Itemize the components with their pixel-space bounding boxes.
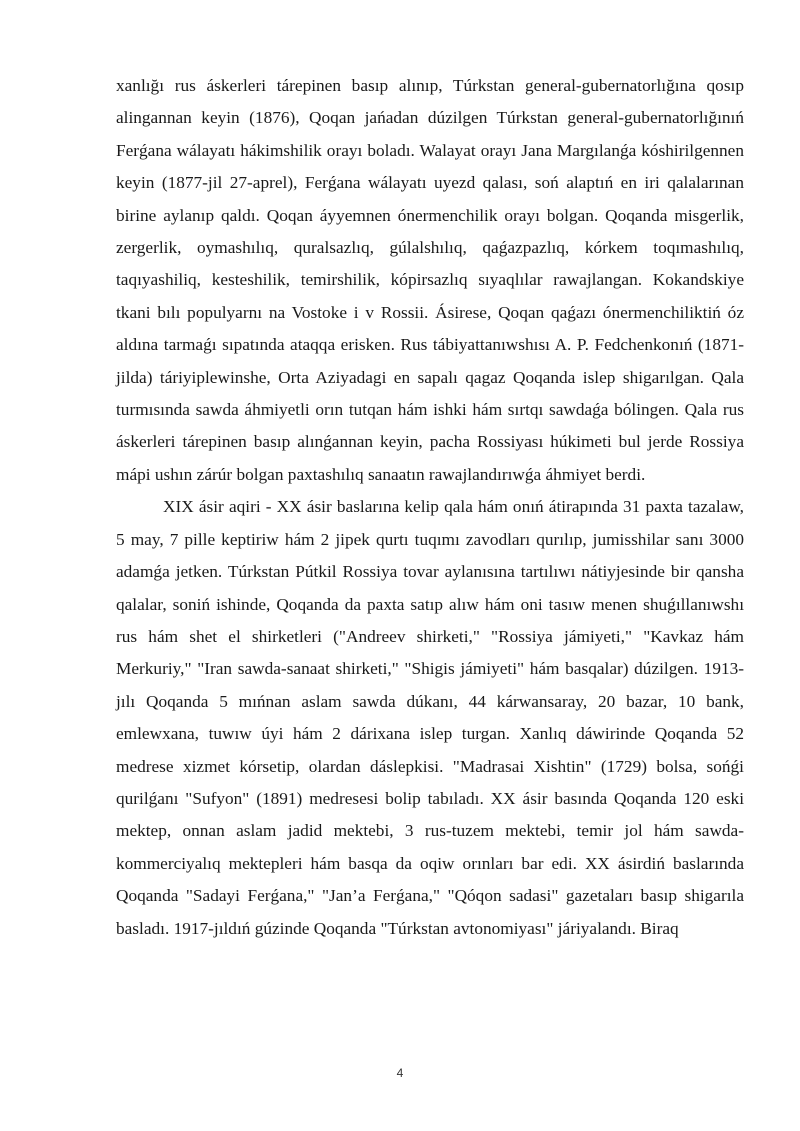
paragraph-continued: xanlığı rus áskerleri tárepinen basıp alınıp, Túrkstan general-gubernatorlığına qosıp alingannan keyin (1876), Qoqan jańadan dúzilgen Túrkstan general-gubernatorlığınıń Ferǵana wálayatı hákimshilik orayı boladı. Walayat orayı Jana Margılanǵa kóshirilgennen keyin (1877-jil 27-aprel), Ferǵana wálayatı uyezd qalası, soń alaptıń en iri qalalarınan birine aylanıp qaldı. Qoqan áyyemnen ónermenchilik orayı bolgan. Qoqanda misgerlik, zergerlik, oymashılıq, quralsazlıq, gúlalshılıq, qaǵazpazlıq, kórkem toqımashılıq, taqıyashiliq, kesteshilik, temirshilik, kópirsazlıq sıyaqlılar rawajlangan. Kokandskiye tkani bılı populyarnı na Vostoke i v Rossii. Ásirese, Qoqan qaǵazı ónermenchiliktiń óz aldına tarmaǵı sıpatında ataqqa erisken. Rus tábiyattanıwshısı A. P. Fedchenkonıń (1871-jilda) táriyiplewinshe, Orta Aziyadagi en sapalı qagaz Qoqanda islep shigarılgan. Qala turmısında sawda áhmiyetli orın tutqan hám ishki hám sırtqı sawdaǵa bólingen. Qala rus áskerleri tárepinen basıp alınǵannan keyin, pacha Rossiyası húkimeti bul jerde Rossiya mápi ushın zárúr bolgan paxtashılıq sanaatın rawajlandırıwǵa áhmiyet berdi. (116, 76, 744, 484)
paragraph: XIX ásir aqiri - XX ásir baslarına kelip qala hám onıń átirapında 31 paxta tazalaw, 5 may, 7 pille keptiriw hám 2 jipek qurtı tuqımı zavodları qurılıp, jumisshilar sanı 3000 adamǵa jetken. Túrkstan Pútkil Rossiya tovar aylanısına tartılıwı nátiyjesinde bir qansha qalalar, soniń ishinde, Qoqanda da paxta satıp alıw hám oni tasıw menen shuǵıllanıwshı rus hám shet el shirketleri ("Andreev shirketi," "Rossiya jámiyeti," "Kavkaz hám Merkuriy," "Iran sawda-sanaat shirketi," "Shigis jámiyeti" hám basqalar) dúzilgen. 1913-jılı Qoqanda 5 mıńnan aslam sawda dúkanı, 44 kárwansaray, 20 bazar, 10 bank, emlewxana, tuwıw úyi hám 2 dárixana islep turgan. Xanlıq dáwirinde Qoqanda 52 medrese xizmet kórsetip, olardan dáslepkisi. "Madrasai Xishtin" (1729) bolsa, sońǵi qurilǵanı "Sufyon" (1891) medresesi bolip tabıladı. XX ásir basında Qoqanda 120 eski mektep, onnan aslam jadid mektebi, 3 rus-tuzem mektebi, temir jol hám sawda-kommerciyalıq mektepleri hám basqa da oqiw orınları bar edi. XX ásirdiń baslarında Qoqanda "Sadayi Ferǵana," "Jan’a Ferǵana," "Qóqon sadasi" gazetaları basıp shigarıla basladı. 1917-jıldıń gúzinde Qoqanda "Túrkstan avtonomiyası" járiyalandı. Biraq (116, 497, 744, 938)
page-number: 4 (396, 1066, 404, 1080)
body-text (116, 70, 744, 945)
